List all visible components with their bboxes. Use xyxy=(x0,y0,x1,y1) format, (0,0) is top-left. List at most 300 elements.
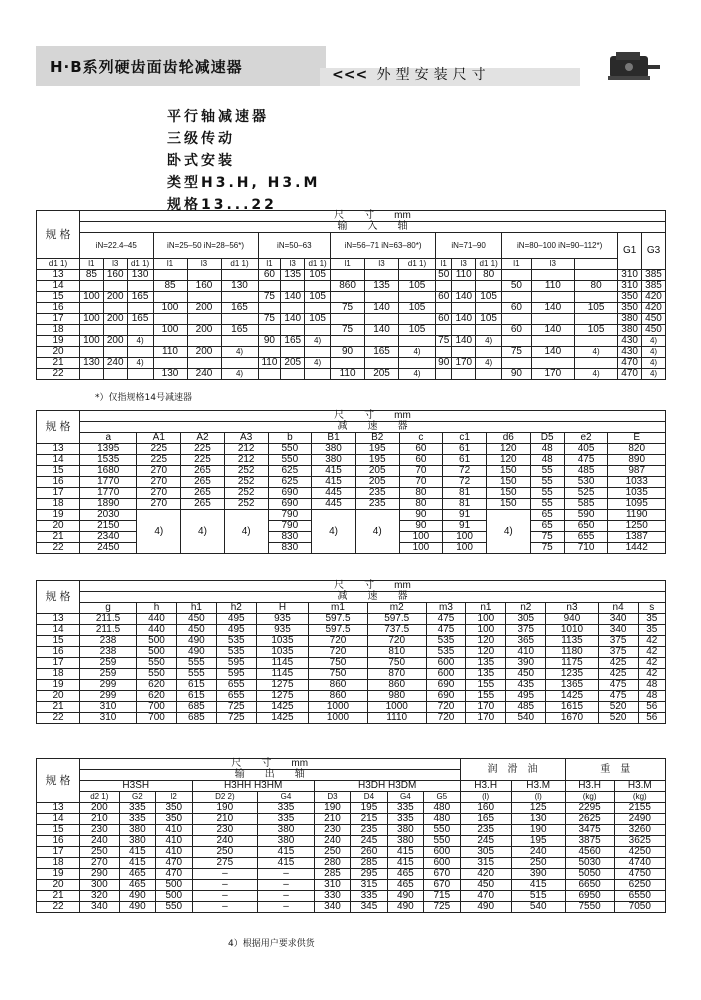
table-cell: 211.5 xyxy=(80,625,137,636)
table-cell: 690 xyxy=(426,680,466,691)
table-cell: 450 xyxy=(506,669,546,680)
table-cell: 310 xyxy=(80,713,137,724)
column-header: m3 xyxy=(426,603,466,614)
table-cell: 65 xyxy=(530,510,564,521)
sub-column-header: l1 xyxy=(258,259,281,270)
table-cell: 830 xyxy=(268,532,312,543)
ratio-group-header: iN=71–90 xyxy=(436,233,502,259)
table-cell: 18 xyxy=(37,499,80,510)
table-cell: 415 xyxy=(119,847,155,858)
table-row xyxy=(37,614,666,625)
table-cell: 597.5 xyxy=(309,625,368,636)
table-cell: 135 xyxy=(466,669,506,680)
table-cell: 625 xyxy=(268,477,312,488)
table-cell: 737.5 xyxy=(367,625,426,636)
table-cell: 90 xyxy=(331,347,365,358)
table-cell: 22 xyxy=(37,543,80,554)
table-cell: 250 xyxy=(80,847,120,858)
table-cell: 60 xyxy=(399,455,443,466)
table-cell: 700 xyxy=(137,702,177,713)
table-cell xyxy=(153,292,187,303)
table-cell xyxy=(103,347,127,358)
table-cell xyxy=(365,314,399,325)
table-cell: 380 xyxy=(312,455,356,466)
table-cell xyxy=(281,281,305,292)
table-row xyxy=(37,336,666,347)
table-cell: 335 xyxy=(351,891,387,902)
table-cell: 105 xyxy=(399,303,436,314)
reducer-header: 减 速 器 xyxy=(80,592,666,603)
table-cell: 410 xyxy=(156,825,192,836)
table-cell: 250 xyxy=(511,858,565,869)
table-cell: 1250 xyxy=(608,521,666,532)
table-cell: 205 xyxy=(355,466,399,477)
table-cell: 100 xyxy=(153,325,187,336)
table-cell: 140 xyxy=(281,292,305,303)
column-header: A2 xyxy=(181,433,225,444)
dim-header: 尺 寸 mm xyxy=(80,581,666,592)
table-cell xyxy=(574,336,617,347)
table-cell: 860 xyxy=(309,691,368,702)
column-header: E xyxy=(608,433,666,444)
table-cell: 540 xyxy=(506,713,546,724)
table-cell: 55 xyxy=(530,466,564,477)
column-header: (kg) xyxy=(614,792,665,803)
table-cell: 130 xyxy=(80,358,104,369)
table-cell: 48 xyxy=(638,691,665,702)
table-cell: 595 xyxy=(216,658,256,669)
table-cell: 6950 xyxy=(565,891,614,902)
table-cell xyxy=(574,270,617,281)
table-cell: 380 xyxy=(618,314,642,325)
table-cell: 670 xyxy=(424,880,460,891)
table-cell: 100 xyxy=(443,532,487,543)
sub-column-header: l1 xyxy=(436,259,452,270)
table-cell: 200 xyxy=(103,314,127,325)
table-cell: 385 xyxy=(642,281,666,292)
table-cell: 16 xyxy=(37,477,80,488)
table-cell: 690 xyxy=(268,488,312,499)
table-cell: 445 xyxy=(312,488,356,499)
table-cell: 535 xyxy=(216,636,256,647)
table-cell: 550 xyxy=(137,658,177,669)
table-cell: 130 xyxy=(153,369,187,380)
table-cell: 4750 xyxy=(614,869,665,880)
weight-header: 重 量 xyxy=(565,759,665,781)
table-cell: 2490 xyxy=(614,814,665,825)
table-cell: 415 xyxy=(258,847,315,858)
table-cell: 13 xyxy=(37,803,80,814)
table-cell: 240 xyxy=(192,836,258,847)
table-cell: 17 xyxy=(37,314,80,325)
reducer-dims-table-1 xyxy=(36,410,666,554)
table-cell: 170 xyxy=(466,713,506,724)
table-cell: 60 xyxy=(399,444,443,455)
table-cell: 90 xyxy=(399,510,443,521)
table-cell xyxy=(531,270,574,281)
table-cell: 4) xyxy=(476,358,502,369)
output-shaft-table xyxy=(36,758,666,913)
output-header: 输 出 轴 xyxy=(80,770,461,781)
table-cell: 585 xyxy=(564,499,608,510)
table-cell xyxy=(476,281,502,292)
table-cell: 2450 xyxy=(80,543,137,554)
table-cell: 200 xyxy=(187,303,221,314)
table-cell: 380 xyxy=(119,836,155,847)
table-cell xyxy=(574,358,617,369)
column-header: g xyxy=(80,603,137,614)
table-cell xyxy=(399,358,436,369)
table-cell: 860 xyxy=(331,281,365,292)
table-cell xyxy=(452,347,476,358)
table-cell: 530 xyxy=(564,477,608,488)
table-cell: 61 xyxy=(443,455,487,466)
table-cell: 200 xyxy=(80,803,120,814)
column-header: D4 xyxy=(351,792,387,803)
table-cell: 475 xyxy=(426,625,466,636)
type-header: H3.M xyxy=(614,781,665,792)
table-cell: 35 xyxy=(638,625,665,636)
table-cell: 685 xyxy=(176,713,216,724)
table-cell: 987 xyxy=(608,466,666,477)
table-cell: 4) xyxy=(127,336,153,347)
table-cell xyxy=(80,347,104,358)
header-title: H·B系列硬齿面齿轮减速器 xyxy=(50,58,243,76)
table-cell xyxy=(258,325,281,336)
table-row xyxy=(37,281,666,292)
table-cell: 4) xyxy=(642,358,666,369)
table-cell: – xyxy=(258,869,315,880)
table-cell: 4) xyxy=(642,347,666,358)
table-cell: 870 xyxy=(367,669,426,680)
table-cell: 16 xyxy=(37,303,80,314)
table-cell xyxy=(452,369,476,380)
table-cell: 20 xyxy=(37,880,80,891)
table-cell: 655 xyxy=(564,532,608,543)
table-cell: 375 xyxy=(598,647,638,658)
table-cell: 550 xyxy=(424,825,460,836)
table-cell: 170 xyxy=(531,369,574,380)
table-cell: 55 xyxy=(530,488,564,499)
sub-column-header: l3 xyxy=(365,259,399,270)
ratio-group-header: iN=50–63 xyxy=(258,233,331,259)
table-cell: 105 xyxy=(399,325,436,336)
table-cell: 48 xyxy=(638,680,665,691)
table-row xyxy=(37,488,666,499)
table-cell: 4) xyxy=(221,369,258,380)
table-cell: 14 xyxy=(37,281,80,292)
footnote: 4）根据用户要求供货 xyxy=(228,939,315,949)
spec-line: 卧式安装 xyxy=(167,153,235,169)
table-cell: 320 xyxy=(80,891,120,902)
table-cell: 50 xyxy=(502,281,532,292)
table-cell: 450 xyxy=(460,880,511,891)
table-cell: 420 xyxy=(642,303,666,314)
table-cell: 20 xyxy=(37,347,80,358)
table-cell: 670 xyxy=(424,869,460,880)
table-cell: 315 xyxy=(351,880,387,891)
table-cell xyxy=(331,336,365,347)
table-cell: 495 xyxy=(216,625,256,636)
table-cell: 160 xyxy=(187,281,221,292)
table-cell: 120 xyxy=(486,444,530,455)
sub-column-header: l3 xyxy=(531,259,574,270)
table-cell: 270 xyxy=(137,477,181,488)
table-cell: 65 xyxy=(530,521,564,532)
table-cell xyxy=(221,358,258,369)
table-cell xyxy=(331,314,365,325)
table-cell: 935 xyxy=(256,614,308,625)
table-cell: 1275 xyxy=(256,680,308,691)
table-cell: 685 xyxy=(176,702,216,713)
table-cell xyxy=(80,325,104,336)
size-header: 规 格 xyxy=(37,211,80,259)
table-cell: 91 xyxy=(443,510,487,521)
table-cell: 18 xyxy=(37,325,80,336)
table-cell: 105 xyxy=(305,292,331,303)
table-cell: 1365 xyxy=(546,680,598,691)
table-cell xyxy=(153,358,187,369)
table-cell: 21 xyxy=(37,532,80,543)
table-cell: 15 xyxy=(37,636,80,647)
table-row xyxy=(37,902,666,913)
table-cell: 550 xyxy=(268,455,312,466)
table-cell: 120 xyxy=(466,647,506,658)
table-cell: 140 xyxy=(365,303,399,314)
table-cell: 190 xyxy=(314,803,350,814)
table-cell: 1770 xyxy=(80,488,137,499)
table-cell: 5030 xyxy=(565,858,614,869)
table-cell: 1000 xyxy=(309,713,368,724)
table-cell: 600 xyxy=(424,858,460,869)
table-cell: 1535 xyxy=(80,455,137,466)
table-row xyxy=(37,713,666,724)
table-cell: 1442 xyxy=(608,543,666,554)
ratio-group-header: iN=80–100 iN=90–112*) xyxy=(502,233,618,259)
table-cell: 72 xyxy=(443,466,487,477)
table-cell: 110 xyxy=(531,281,574,292)
table-row xyxy=(37,669,666,680)
table-cell xyxy=(574,314,617,325)
table-cell xyxy=(531,292,574,303)
table-cell: 130 xyxy=(511,814,565,825)
table-cell: 380 xyxy=(119,825,155,836)
sub-column-header: l3 xyxy=(452,259,476,270)
table-cell: 22 xyxy=(37,713,80,724)
table-cell: 7550 xyxy=(565,902,614,913)
table-cell: 1035 xyxy=(608,488,666,499)
table-cell: 465 xyxy=(387,880,423,891)
table-cell: 520 xyxy=(598,713,638,724)
table-cell xyxy=(258,281,281,292)
table-cell xyxy=(436,325,452,336)
sub-column-header: d1 1) xyxy=(476,259,502,270)
table-cell: 75 xyxy=(530,543,564,554)
table-cell: 415 xyxy=(312,477,356,488)
table-cell xyxy=(452,325,476,336)
table-cell: 190 xyxy=(192,803,258,814)
column-header: n4 xyxy=(598,603,638,614)
table-row xyxy=(37,499,666,510)
table-cell: 315 xyxy=(460,858,511,869)
table-cell: 140 xyxy=(452,336,476,347)
table-cell: 81 xyxy=(443,499,487,510)
table-cell: 597.5 xyxy=(367,614,426,625)
table-cell: 615 xyxy=(176,680,216,691)
table-cell: 490 xyxy=(176,647,216,658)
table-cell xyxy=(221,292,258,303)
not-applicable-cell: 4) xyxy=(355,510,399,554)
table-cell: 225 xyxy=(137,455,181,466)
table-cell: 130 xyxy=(127,270,153,281)
table-cell: 140 xyxy=(281,314,305,325)
table-cell: 330 xyxy=(314,891,350,902)
lube-header: 润 滑 油 xyxy=(460,759,565,781)
table-cell: 1000 xyxy=(367,702,426,713)
table-cell xyxy=(258,303,281,314)
column-header: h2 xyxy=(216,603,256,614)
column-header: D5 xyxy=(530,433,564,444)
table-cell: 490 xyxy=(387,902,423,913)
table-cell: 470 xyxy=(156,869,192,880)
column-header: n3 xyxy=(546,603,598,614)
table-cell: 3875 xyxy=(565,836,614,847)
table-cell: 340 xyxy=(598,614,638,625)
table-cell xyxy=(531,358,574,369)
table-cell: 21 xyxy=(37,891,80,902)
table-cell: 300 xyxy=(80,880,120,891)
table-cell: 61 xyxy=(443,444,487,455)
table-cell: 135 xyxy=(365,281,399,292)
table-cell: 210 xyxy=(314,814,350,825)
column-header: G2 xyxy=(119,792,155,803)
table-cell: 13 xyxy=(37,270,80,281)
table-cell: 4) xyxy=(127,358,153,369)
table-cell: 17 xyxy=(37,847,80,858)
table-cell: 195 xyxy=(351,803,387,814)
table-row xyxy=(37,303,666,314)
table-cell: 720 xyxy=(426,702,466,713)
table-cell: 105 xyxy=(574,303,617,314)
table-row xyxy=(37,891,666,902)
footnote: *）仅指规格14号减速器 xyxy=(95,393,192,403)
table-cell: 490 xyxy=(119,891,155,902)
table-cell: 190 xyxy=(511,825,565,836)
table-cell: 56 xyxy=(638,713,665,724)
table-cell: 1035 xyxy=(256,636,308,647)
table-cell: 56 xyxy=(638,702,665,713)
table-cell: 100 xyxy=(399,543,443,554)
table-cell: 140 xyxy=(365,325,399,336)
table-cell xyxy=(452,281,476,292)
table-cell: 110 xyxy=(331,369,365,380)
column-header: m2 xyxy=(367,603,426,614)
table-cell: 4) xyxy=(642,336,666,347)
table-cell: 700 xyxy=(137,713,177,724)
table-cell: 165 xyxy=(221,303,258,314)
table-cell: 830 xyxy=(268,543,312,554)
table-cell: 4) xyxy=(399,347,436,358)
table-cell: 435 xyxy=(506,680,546,691)
table-cell: 150 xyxy=(486,466,530,477)
table-cell: 380 xyxy=(258,836,315,847)
table-cell: 60 xyxy=(502,303,532,314)
table-cell: 335 xyxy=(258,803,315,814)
table-cell: 4) xyxy=(305,336,331,347)
table-cell: 1035 xyxy=(256,647,308,658)
table-cell: 600 xyxy=(426,658,466,669)
table-cell: 110 xyxy=(452,270,476,281)
table-cell: 375 xyxy=(506,625,546,636)
table-cell: 310 xyxy=(618,270,642,281)
table-row xyxy=(37,270,666,281)
table-cell xyxy=(103,325,127,336)
table-cell xyxy=(80,303,104,314)
table-cell: 285 xyxy=(314,869,350,880)
column-header: A1 xyxy=(137,433,181,444)
table-cell: 22 xyxy=(37,369,80,380)
sub-column-header: l3 xyxy=(187,259,221,270)
table-cell: 3625 xyxy=(614,836,665,847)
table-row xyxy=(37,836,666,847)
column-header: c1 xyxy=(443,433,487,444)
table-cell: 225 xyxy=(181,444,225,455)
ratio-group-header: iN=22.4–45 xyxy=(80,233,154,259)
table-cell: 235 xyxy=(355,488,399,499)
table-cell: 310 xyxy=(618,281,642,292)
table-cell: 260 xyxy=(351,847,387,858)
table-cell xyxy=(399,292,436,303)
table-cell xyxy=(187,336,221,347)
table-cell: 195 xyxy=(355,455,399,466)
sub-column-header: l3 xyxy=(281,259,305,270)
table-cell: 490 xyxy=(387,891,423,902)
table-cell: 650 xyxy=(564,521,608,532)
table-cell: 4) xyxy=(221,347,258,358)
table-cell: 21 xyxy=(37,702,80,713)
table-cell: 75 xyxy=(331,325,365,336)
table-cell: 500 xyxy=(156,891,192,902)
table-cell: 200 xyxy=(103,292,127,303)
table-cell: 60 xyxy=(436,292,452,303)
table-cell: 299 xyxy=(80,691,137,702)
table-cell: 535 xyxy=(216,647,256,658)
table-cell: 100 xyxy=(466,614,506,625)
table-cell: 100 xyxy=(80,336,104,347)
table-cell: 597.5 xyxy=(309,614,368,625)
table-cell: 600 xyxy=(426,669,466,680)
table-row xyxy=(37,369,666,380)
table-cell: 165 xyxy=(281,336,305,347)
table-cell: 240 xyxy=(103,358,127,369)
column-header: c xyxy=(399,433,443,444)
group-header: H3HH H3HM xyxy=(192,781,314,792)
table-cell: 4740 xyxy=(614,858,665,869)
table-cell: 42 xyxy=(638,647,665,658)
table-cell: 105 xyxy=(305,314,331,325)
table-cell: 80 xyxy=(574,281,617,292)
type-header: H3.H xyxy=(565,781,614,792)
table-cell: 270 xyxy=(137,488,181,499)
table-cell: 60 xyxy=(258,270,281,281)
table-cell: 3475 xyxy=(565,825,614,836)
table-cell: 140 xyxy=(531,303,574,314)
table-cell: 225 xyxy=(137,444,181,455)
table-cell: 345 xyxy=(351,902,387,913)
table-cell: 5050 xyxy=(565,869,614,880)
table-cell: 230 xyxy=(80,825,120,836)
table-cell: – xyxy=(192,902,258,913)
